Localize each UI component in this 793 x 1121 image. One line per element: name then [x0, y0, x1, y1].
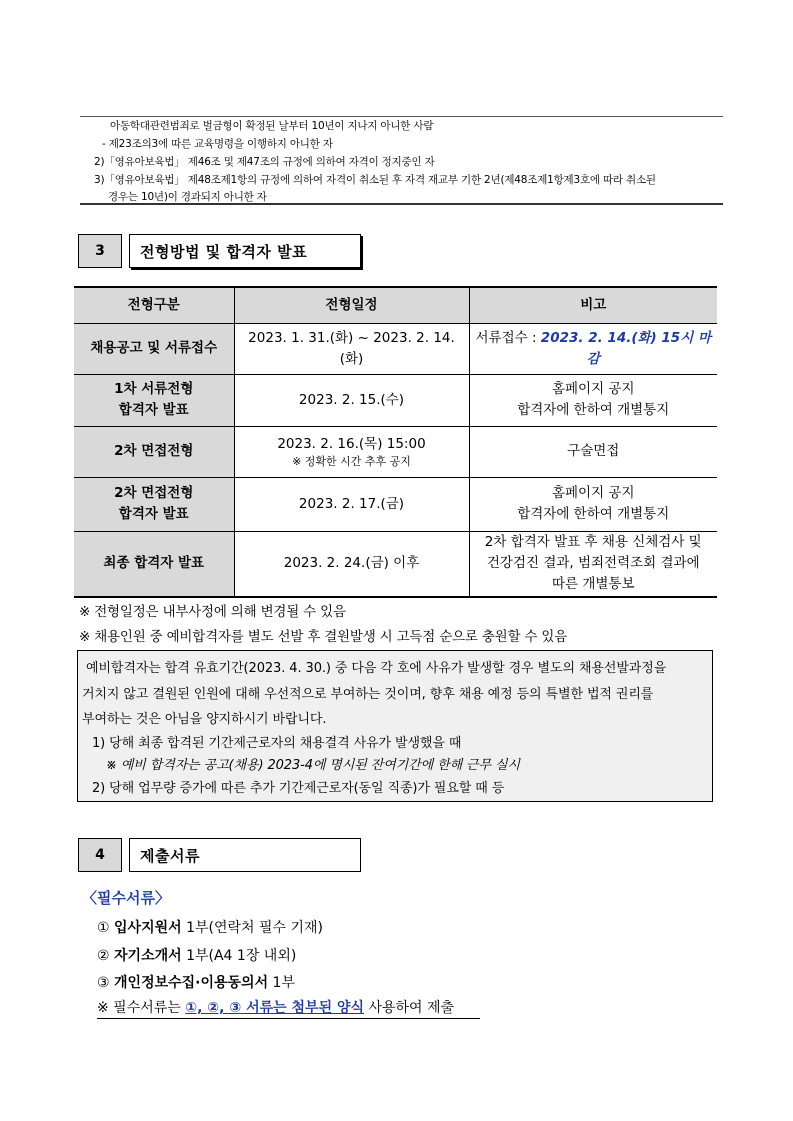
table-row	[74, 426, 717, 477]
remark-cell: 홈페이지 공지 합격자에 한하여 개별통지	[469, 374, 717, 426]
stage-cell: 최종 합격자 발표	[74, 531, 234, 597]
schedule-table	[74, 286, 717, 598]
section-title: 제출서류	[129, 838, 361, 872]
required-docs-footnote: ※ 필수서류는 ①, ②, ③ 서류는 첨부된 양식 사용하여 제출	[97, 997, 480, 1019]
reserve-condition-note: ※ 예비 합격자는 공고(채용) 2023-4에 명시된 잔여기간에 한해 근무 실시	[106, 758, 520, 773]
disqualification-line: - 제23조의3에 따른 교육명령을 이행하지 아니한 자	[102, 138, 333, 150]
required-doc-item: ③ 개인정보수집·이용동의서 1부	[97, 975, 295, 991]
stage-cell: 1차 서류전형 합격자 발표	[74, 374, 234, 426]
stage-cell: 2차 면접전형 합격자 발표	[74, 477, 234, 531]
required-doc-item: ② 자기소개서 1부(A4 1장 내외)	[97, 948, 297, 964]
reserve-condition-1: 1) 당해 최종 합격된 기간제근로자의 채용결격 사유가 발생했을 때	[92, 736, 462, 751]
date-cell: 2023. 1. 31.(화) ~ 2023. 2. 14.(화)	[234, 323, 469, 374]
required-docs-heading: 〈필수서류〉	[82, 889, 170, 907]
column-header: 전형일정	[234, 287, 469, 323]
schedule-note: ※ 채용인원 중 예비합격자를 별도 선발 후 결원발생 시 고득점 순으로 충원할 수 있음	[79, 629, 568, 645]
disqualification-continuation-box	[80, 116, 723, 205]
disqualification-line: 3)「영유아보육법」 제48조제1항의 규정에 의하여 자격이 취소된 후 자격 재교부 기한 2년(제48조제1항제3호에 따라 취소된	[94, 174, 656, 186]
date-cell: 2023. 2. 24.(금) 이후	[234, 531, 469, 597]
stage-cell: 채용공고 및 서류접수	[74, 323, 234, 374]
section-title: 전형방법 및 합격자 발표	[129, 234, 361, 268]
disqualification-line: 2)「영유아보육법」 제46조 및 제47조의 규정에 의하여 자격이 정지중인 자	[94, 156, 435, 168]
remark-cell: 홈페이지 공지 합격자에 한하여 개별통지	[469, 477, 717, 531]
column-header: 비고	[469, 287, 717, 323]
column-header: 전형구분	[74, 287, 234, 323]
deadline-emphasis: 2023. 2. 14.(화) 15시 마감	[540, 329, 711, 367]
table-row	[74, 323, 717, 374]
table-row	[74, 477, 717, 531]
table-row	[74, 374, 717, 426]
remark-cell: 2차 합격자 발표 후 채용 신체검사 및 건강검진 결과, 범죄전력조회 결과에 따른 개별통보	[469, 531, 717, 597]
reserve-condition-2: 2) 당해 업무량 증가에 따른 추가 기간제근로자(동일 직종)가 필요할 때 등	[92, 781, 505, 796]
reserve-text-line: 예비합격자는 합격 유효기간(2023. 4. 30.) 중 다음 각 호에 사유가 발생할 경우 별도의 채용선발과정을	[86, 661, 667, 676]
remark-cell: 구술면접	[469, 426, 717, 477]
required-doc-item: ① 입사지원서 1부(연락처 필수 기재)	[97, 920, 324, 936]
schedule-note: ※ 전형일정은 내부사정에 의해 변경될 수 있음	[79, 604, 346, 620]
reserve-candidate-box	[77, 650, 713, 802]
section-number: 4	[78, 838, 122, 872]
stage-cell: 2차 면접전형	[74, 426, 234, 477]
reserve-text-line: 거치지 않고 결원된 인원에 대해 우선적으로 부여하는 것이며, 향후 채용 예정 등의 특별한 법적 권리를	[82, 687, 654, 702]
date-note: ※ 정확한 시간 추후 공지	[292, 455, 411, 468]
section-number: 3	[78, 234, 122, 268]
date-cell: 2023. 2. 15.(수)	[234, 374, 469, 426]
date-cell: 2023. 2. 17.(금)	[234, 477, 469, 531]
remark-cell: 서류접수 : 2023. 2. 14.(화) 15시 마감	[469, 323, 717, 374]
reserve-text-line: 부여하는 것은 아님을 양지하시기 바랍니다.	[82, 712, 327, 727]
disqualification-line: 경우는 10년)이 경과되지 아니한 자	[108, 191, 267, 203]
disqualification-line: 아동학대관련범죄로 벌금형이 확정된 날부터 10년이 지나지 아니한 사람	[110, 120, 434, 132]
date-cell: 2023. 2. 16.(목) 15:00 ※ 정확한 시간 추후 공지	[234, 426, 469, 477]
table-header-row	[74, 287, 717, 323]
table-row	[74, 531, 717, 597]
attached-form-emphasis: ①, ②, ③ 서류는 첨부된 양식	[185, 1000, 365, 1016]
